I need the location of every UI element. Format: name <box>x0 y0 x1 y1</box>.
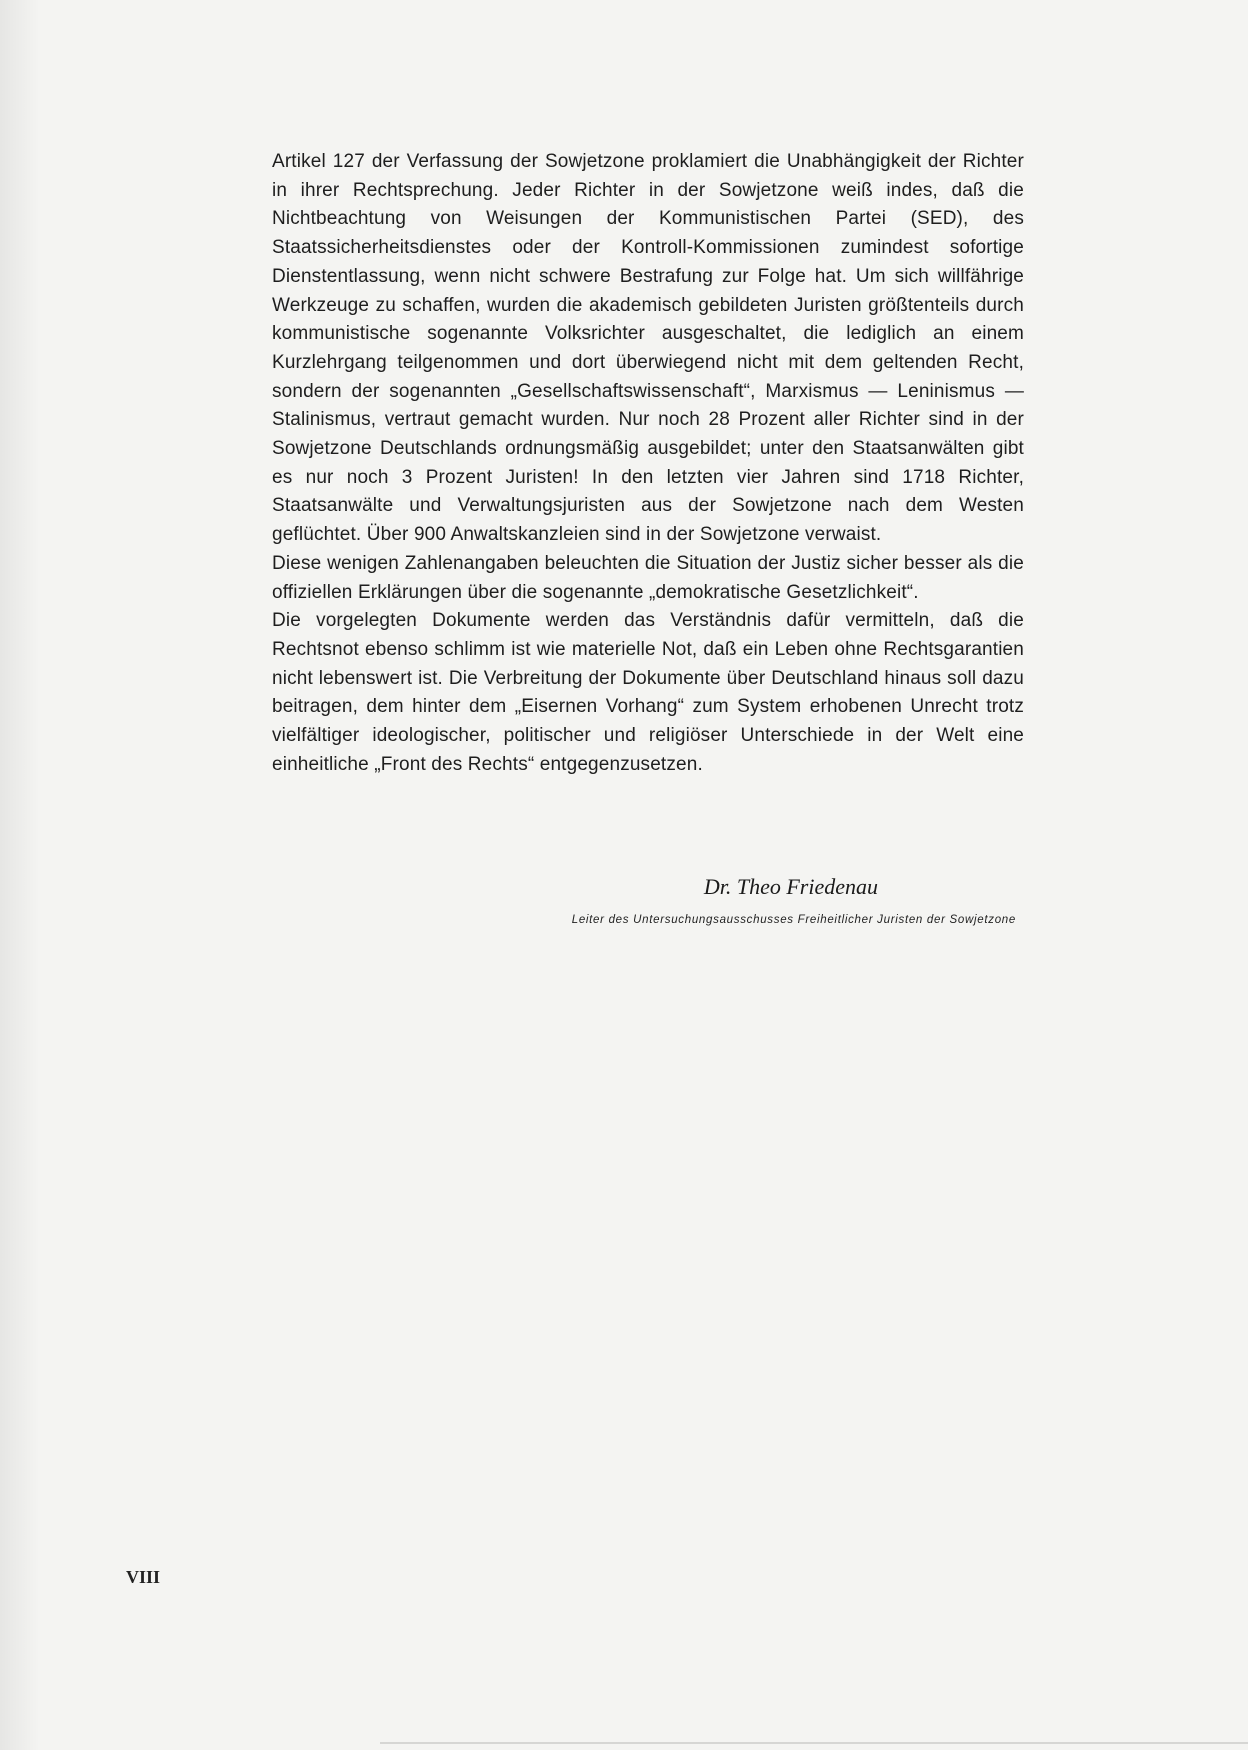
body-text <box>272 148 1024 779</box>
signature-name: Dr. Theo Friedenau <box>703 874 878 899</box>
page-edge-shadow <box>0 0 40 1750</box>
scan-bottom-edge <box>380 1742 1248 1744</box>
paragraph-3: Die vorgelegten Dokumente werden das Verständnis dafür vermitteln, daß die Rechtsnot ebenso schlimm ist wie materielle Not, daß ein Leben ohne Rechtsgarantien nicht lebenswert ist. Die Verbreitung der Dokumente über Deutschland hinaus soll dazu beitragen, dem hinter dem „Eisernen Vorhang“ zum System erhobenen Unrecht trotz vielfältiger ideologischer, politischer und religiöser Unterschiede in der Welt eine einheitliche „Front des Rechts“ entgegenzusetzen. <box>272 610 1024 775</box>
page-number: VIII <box>126 1567 161 1587</box>
signature-role: Leiter des Untersuchungsausschusses Freiheitlicher Juristen der Sowjetzone <box>571 914 1016 926</box>
paragraph-1: Artikel 127 der Verfassung der Sowjetzone proklamiert die Unabhängigkeit der Richter in ihrer Rechtsprechung. Jeder Richter in der Sowjetzone weiß indes, daß die Nichtbeachtung von Weisungen der Kommunistischen Partei (SED), des Staatssicherheitsdienstes oder der Kontroll-Kommissionen zumindest sofortige Dienstentlassung, wenn nicht schwere Bestrafung zur Folge hat. Um sich willfährige Werkzeuge zu schaffen, wurden die akademisch gebildeten Juristen größtenteils durch kommunistische sogenannte Volksrichter ausgeschaltet, die lediglich an einem Kurzlehrgang teilgenommen und dort überwiegend nicht mit dem geltenden Recht, sondern der sogenannten „Gesellschaftswissenschaft“, Marxismus — Leninismus — Stalinismus, vertraut gemacht wurden. Nur noch 28 Prozent aller Richter sind in der Sowjetzone Deutschlands ordnungsmäßig ausgebildet; unter den Staatsanwälten gibt es nur noch 3 Prozent Juristen! In den letzten vier Jahren sind 1718 Richter, Staatsanwälte und Verwaltungsjuristen aus der Sowjetzone nach dem Westen geflüchtet. Über 900 Anwaltskanzleien sind in der Sowjetzone verwaist. <box>272 151 1024 546</box>
paragraph-2: Diese wenigen Zahlenangaben beleuchten die Situation der Justiz sicher besser als die offiziellen Erklärungen über die sogenannte „demokratische Gesetzlichkeit“. <box>272 552 1024 603</box>
